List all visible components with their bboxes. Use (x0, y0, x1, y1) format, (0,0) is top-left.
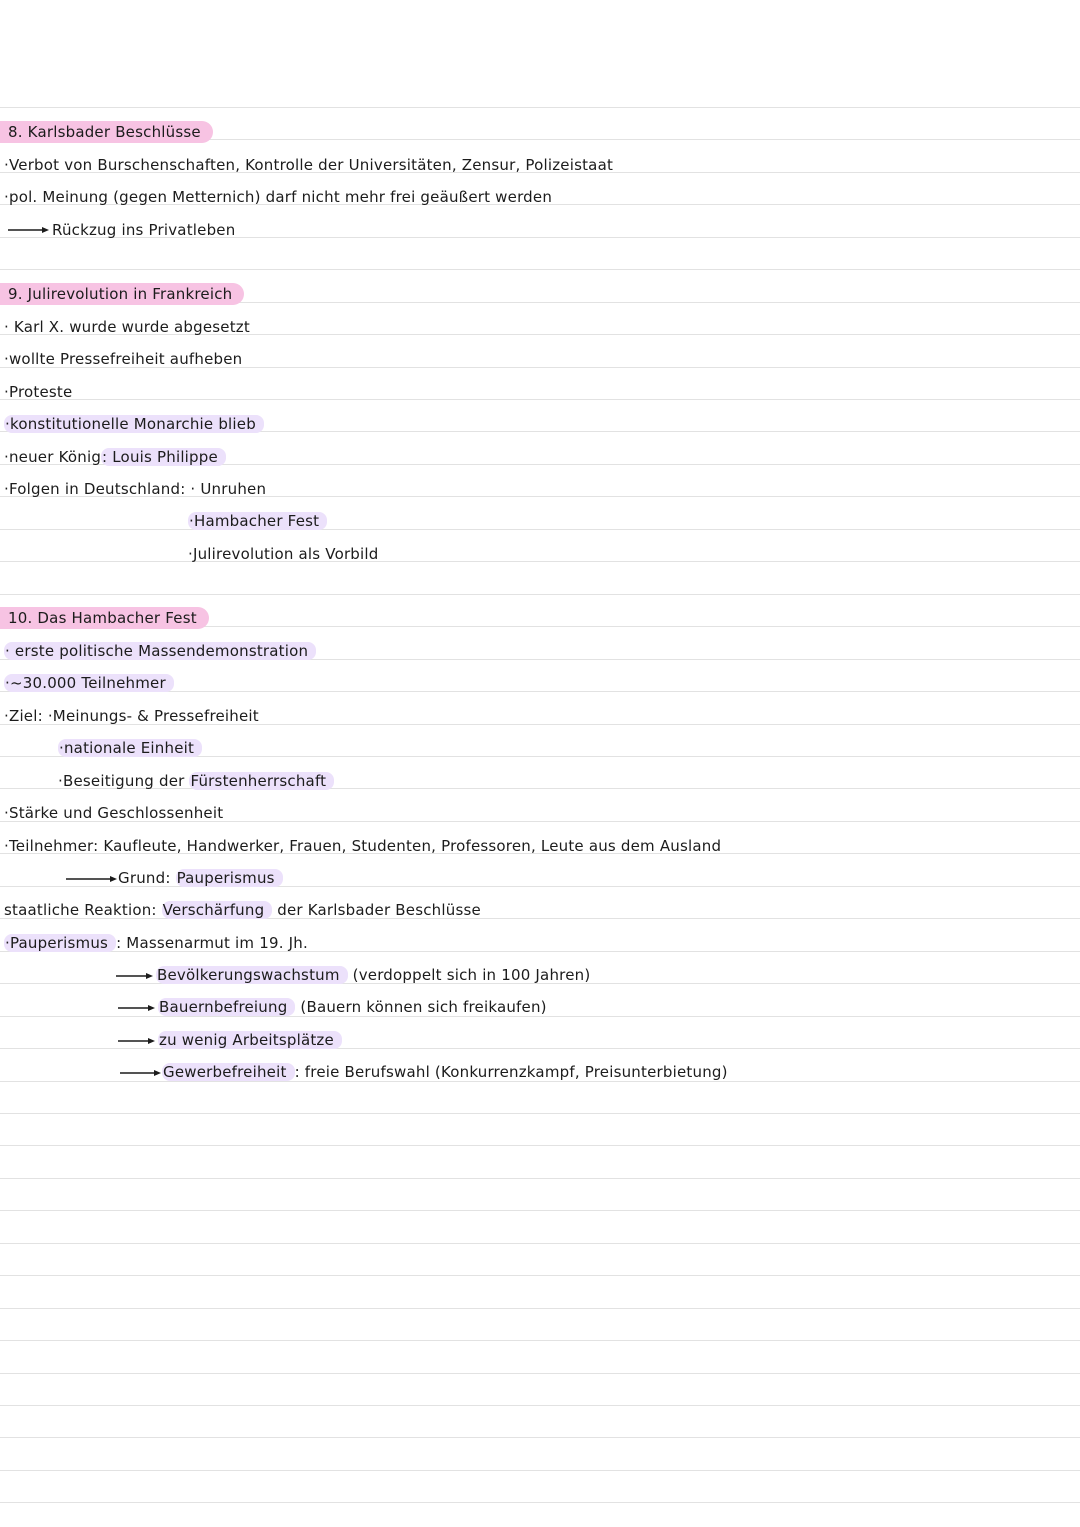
arrow-icon (118, 1036, 156, 1046)
note-text-highlighted: Gewerbefreiheit (162, 1063, 295, 1081)
s9-line-3 (4, 382, 72, 402)
ruled-line (0, 1470, 1080, 1471)
ruled-line (0, 1145, 1080, 1146)
note-text: : freie Berufswahl (Konkurrenzkampf, Preisunterbietung) (294, 1063, 728, 1081)
arrow-icon (8, 225, 50, 235)
ruled-line (0, 1308, 1080, 1309)
note-text-highlighted: Pauperismus (176, 869, 283, 887)
s9-line-7 (188, 511, 327, 531)
s9-line-1 (4, 317, 250, 337)
arrow-icon (120, 1068, 162, 1078)
note-text: ·Stärke und Geschlossenheit (4, 804, 224, 822)
note-text: ·~30.000 Teilnehmer (4, 674, 174, 692)
note-text: ·Proteste (4, 383, 73, 401)
note-text: ·Verbot von Burschenschaften, Kontrolle der Universitäten, Zensur, Polizeistaat (4, 156, 614, 174)
arrow-icon (116, 971, 154, 981)
heading-text: 9. Julirevolution in Frankreich (0, 283, 244, 305)
ruled-line (0, 561, 1080, 562)
s10-line-10 (4, 933, 308, 953)
note-text: (Bauern können sich freikaufen) (295, 998, 547, 1016)
ruled-line (0, 1502, 1080, 1503)
note-text: staatliche Reaktion: (4, 901, 162, 919)
ruled-line (0, 1340, 1080, 1341)
note-text: ·nationale Einheit (58, 739, 202, 757)
s10-line-2 (4, 673, 174, 693)
note-text: ·Meinungs- & Pressefreiheit (47, 707, 259, 725)
note-text: ·Ziel: (4, 707, 48, 725)
s10-line-14 (162, 1062, 728, 1082)
ruled-line (0, 1210, 1080, 1211)
s8-line-3 (52, 220, 235, 240)
note-text-highlighted: Bevölkerungswachstum (156, 966, 348, 984)
ruled-line (0, 594, 1080, 595)
note-text: ·pol. Meinung (gegen Metternich) darf nicht mehr frei geäußert werden (4, 188, 553, 206)
s10-line-8 (118, 868, 283, 888)
note-text-highlighted: ·Pauperismus (4, 934, 116, 952)
s10-line-12 (158, 997, 547, 1017)
note-text: ·Julirevolution als Vorbild (188, 545, 379, 563)
s8-line-1 (4, 155, 613, 175)
note-text: ·Hambacher Fest (188, 512, 327, 530)
note-text: ·Folgen in Deutschland: · Unruhen (4, 480, 267, 498)
ruled-line (0, 107, 1080, 108)
s10-line-1 (4, 641, 316, 661)
note-text-highlighted: zu wenig Arbeitsplätze (158, 1031, 342, 1049)
s10-line-11 (156, 965, 590, 985)
note-text-highlighted: Verschärfung (162, 901, 273, 919)
s10-line-7 (4, 836, 721, 856)
ruled-line (0, 1275, 1080, 1276)
arrow-icon (118, 1003, 156, 1013)
note-text: ·Beseitigung der (58, 772, 190, 790)
s9-line-6 (4, 479, 266, 499)
note-text: ·Teilnehmer: Kaufleute, Handwerker, Frauen, Studenten, Professoren, Leute aus dem Ausland (4, 837, 722, 855)
s9-line-8 (188, 544, 379, 564)
s10-line-13 (158, 1030, 342, 1050)
note-text: (verdoppelt sich in 100 Jahren) (347, 966, 591, 984)
ruled-line (0, 269, 1080, 270)
section-9-heading (8, 284, 244, 304)
note-text: ·wollte Pressefreiheit aufheben (4, 350, 243, 368)
s9-line-2 (4, 349, 242, 369)
ruled-line (0, 529, 1080, 530)
section-10-heading (8, 608, 209, 628)
s10-line-9 (4, 900, 481, 920)
s10-line-5 (58, 771, 334, 791)
heading-text: 10. Das Hambacher Fest (0, 607, 209, 629)
note-text: · erste politische Massendemonstration (4, 642, 316, 660)
s9-line-4 (4, 414, 264, 434)
s10-line-6 (4, 803, 223, 823)
note-text: Grund: (118, 869, 176, 887)
section-8-heading (8, 122, 213, 142)
note-text: Rückzug ins Privatleben (52, 221, 236, 239)
ruled-line (0, 1178, 1080, 1179)
ruled-line (0, 1437, 1080, 1438)
ruled-line (0, 1113, 1080, 1114)
arrow-icon (66, 874, 118, 884)
note-text-highlighted: Bauernbefreiung (158, 998, 295, 1016)
s10-line-3 (4, 706, 259, 726)
ruled-line (0, 1405, 1080, 1406)
note-text: ·konstitutionelle Monarchie blieb (4, 415, 264, 433)
note-text: der Karlsbader Beschlüsse (272, 901, 481, 919)
note-text-highlighted: : Louis Philippe (101, 448, 226, 466)
ruled-line (0, 399, 1080, 400)
heading-text: 8. Karlsbader Beschlüsse (0, 121, 213, 143)
note-text-highlighted: Fürstenherrschaft (189, 772, 334, 790)
ruled-line (0, 1243, 1080, 1244)
note-text: : Massenarmut im 19. Jh. (116, 934, 308, 952)
s8-line-2 (4, 187, 552, 207)
s10-line-4 (58, 738, 202, 758)
ruled-line (0, 1373, 1080, 1374)
note-text: · Karl X. wurde wurde abgesetzt (4, 318, 250, 336)
note-text: ·neuer König (4, 448, 102, 466)
s9-line-5 (4, 447, 226, 467)
